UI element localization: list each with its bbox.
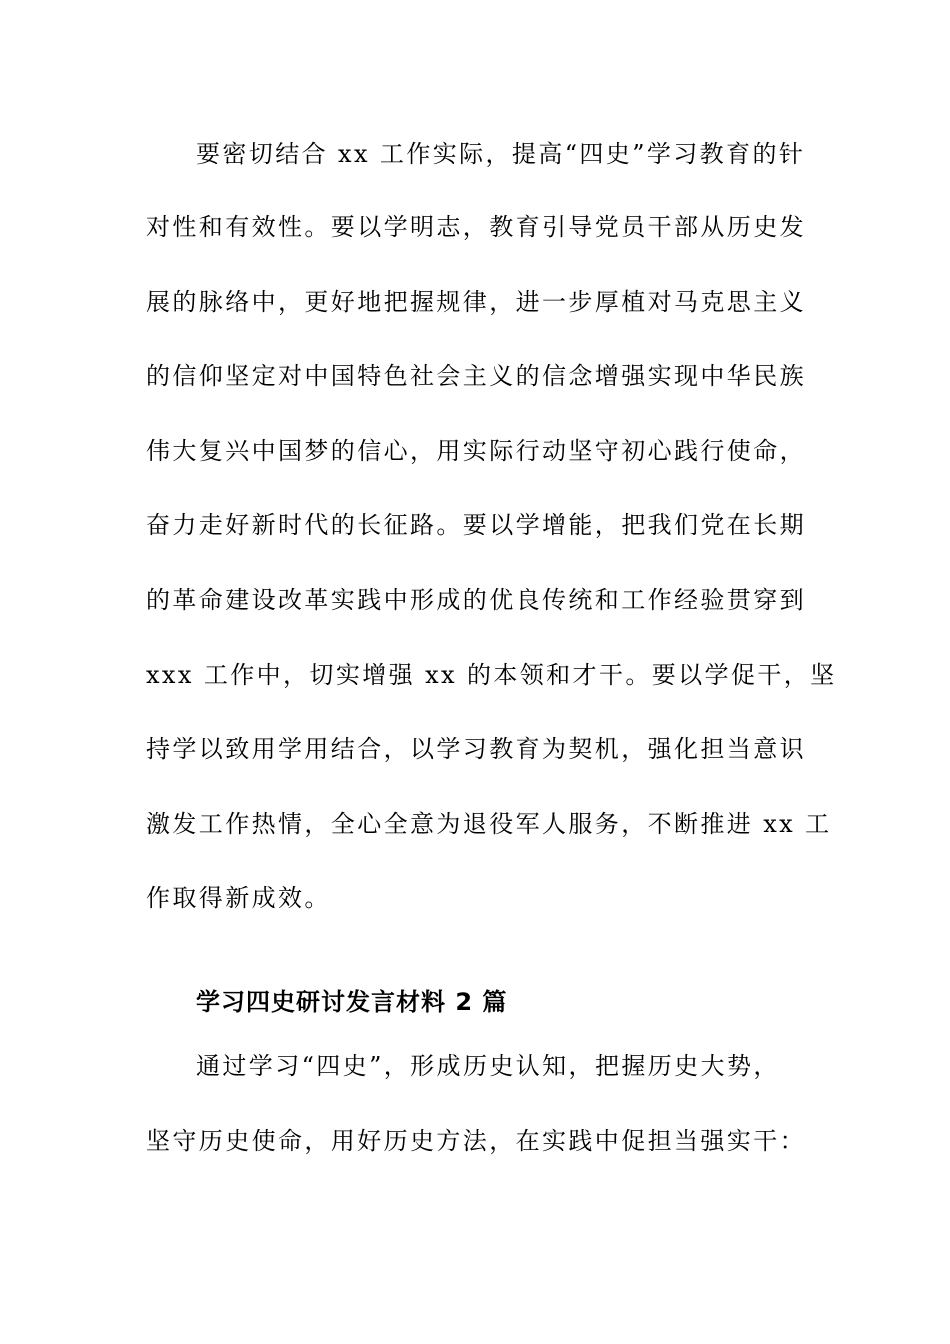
- paragraph-1-line-7: 的革命建设改革实践中形成的优良传统和工作经验贯穿到: [146, 586, 806, 614]
- paragraph-1-line-1: 要密切结合 xx 工作实际，提高“四史”学习教育的针: [196, 140, 806, 168]
- paragraph-2-line-2: 坚守历史使命，用好历史方法，在实践中促担当强实干：: [146, 1127, 806, 1155]
- paragraph-1-line-4: 的信仰坚定对中国特色社会主义的信念增强实现中华民族: [146, 362, 806, 390]
- paragraph-1-line-9: 持学以致用学用结合，以学习教育为契机，强化担当意识: [146, 735, 806, 763]
- paragraph-1-line-11: 作取得新成效。: [146, 884, 331, 912]
- paragraph-1-line-6: 奋力走好新时代的长征路。要以学增能，把我们党在长期: [146, 511, 806, 539]
- paragraph-1-line-2: 对性和有效性。要以学明志，教育引导党员干部从历史发: [146, 213, 806, 241]
- paragraph-1-line-8: xxx 工作中，切实增强 xx 的本领和才干。要以学促干，坚: [146, 661, 837, 689]
- paragraph-2-line-1: 通过学习“四史”，形成历史认知，把握历史大势，: [196, 1052, 780, 1080]
- paragraph-1-line-3: 展的脉络中，更好地把握规律，进一步厚植对马克思主义: [146, 288, 806, 316]
- paragraph-1-line-5: 伟大复兴中国梦的信心，用实际行动坚守初心践行使命，: [146, 437, 806, 465]
- paragraph-1-line-10: 激发工作热情，全心全意为退役军人服务，不断推进 xx 工: [146, 810, 832, 838]
- section-heading: 学习四史研讨发言材料 2 篇: [196, 988, 508, 1016]
